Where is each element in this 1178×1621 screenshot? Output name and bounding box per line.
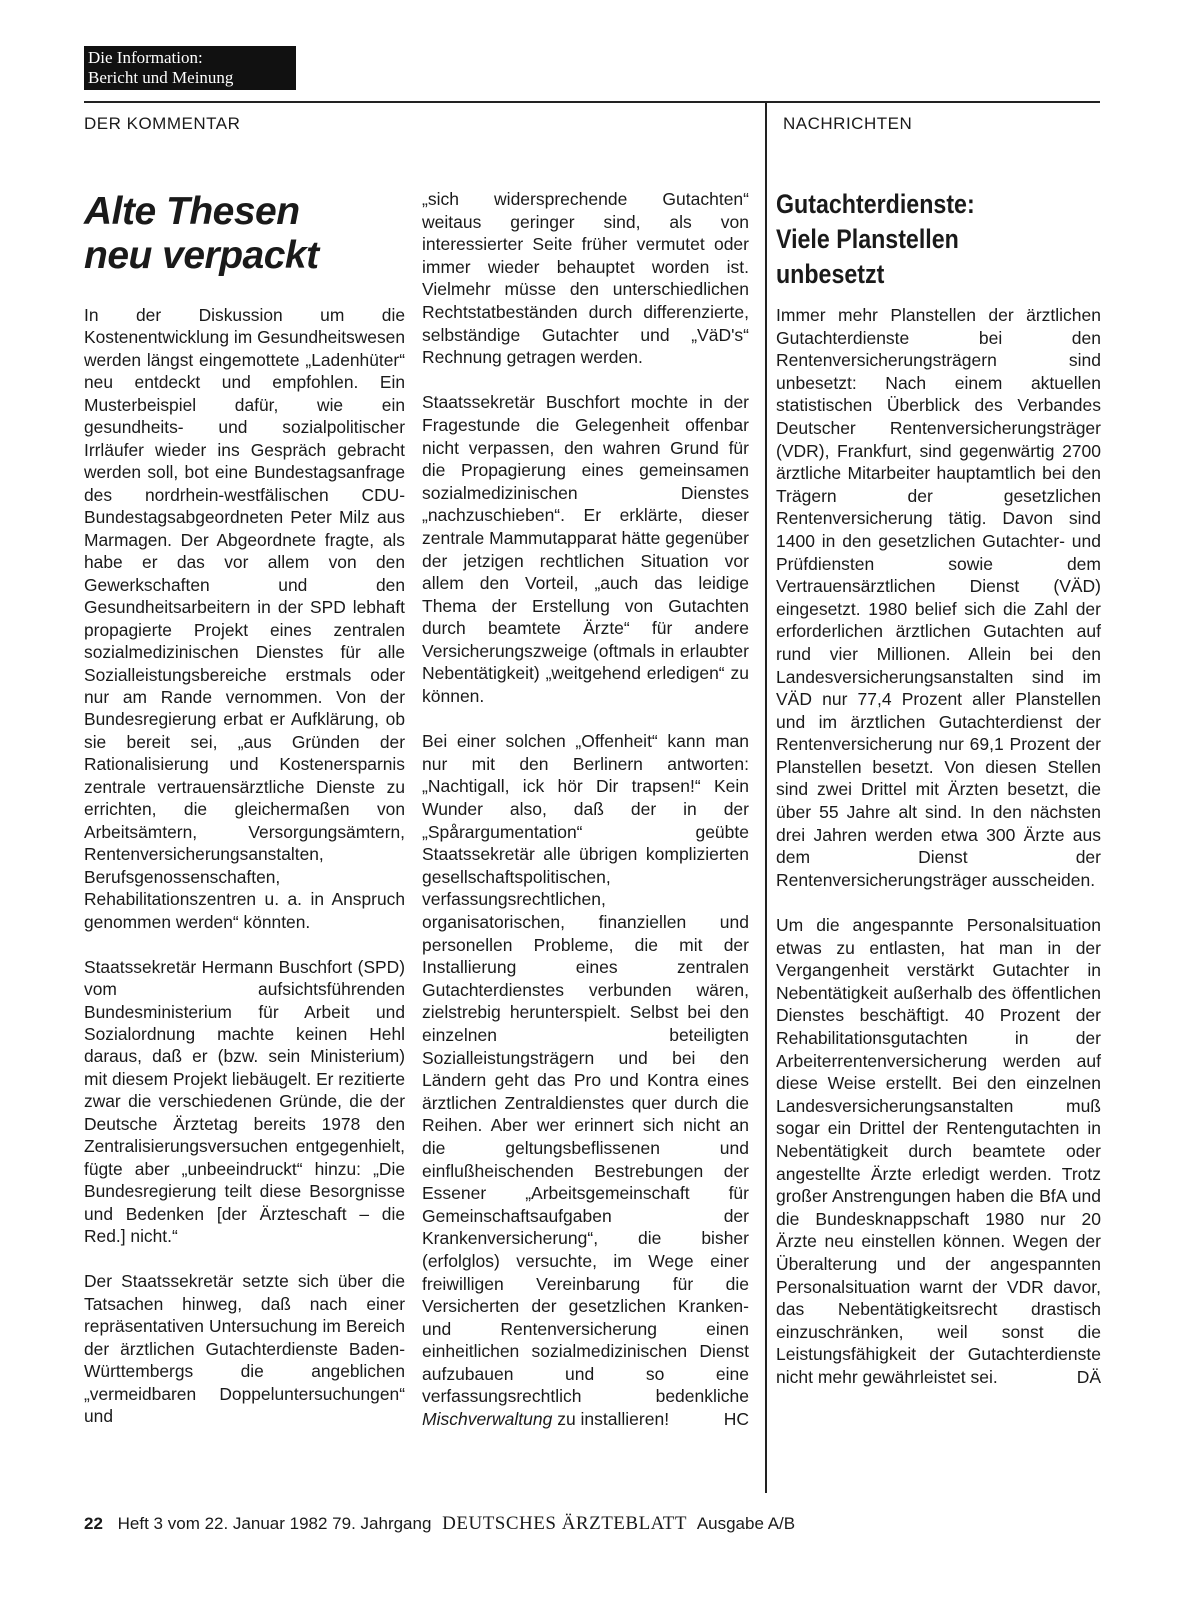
news-text: Um die angespannte Personalsituation etwas zu entlasten, hat man in der Vergangenheit verstärkt Gutachter in Nebentätigkeit außerhalb des öffentlichen Dienstes beschäftigt. 40 Prozent der Rehabilitationsgutachten in der Arbeiterrentenversicherung werden auf diese Weise erstellt. Bei den einzelnen Landesversicherungsanstalten muß sogar ein Drittel der Rentengutachten in Nebentätigkeit durch beamtete oder angestellte Ärzte erledigt werden. Trotz großer Anstrengungen haben die BfA und die Bundesknappschaft 1980 nur 20 Ärzte neu einstellen können. Wegen der Überalterung und der angespannten Personalsituation warnt der VDR davor, das Nebentätigkeitsrecht drastisch einzuschränken, weil sonst die Leistungsfähigkeit der Gutachterdienste nicht mehr gewährleistet sei. bbox=[776, 915, 1101, 1387]
commentary-paragraph: „sich widersprechende Gutachten“ weitaus geringer sind, als von interessierter Seite früher vermutet oder immer wieder behauptet worden ist. Vielmehr müsse den unterschiedlichen Rechtstatbeständen durch differenzierte, selbständige Gutachter und „VäD's“ Rechnung getragen werden. bbox=[422, 189, 749, 368]
news-headline-line2: Viele Planstellen bbox=[776, 224, 959, 254]
commentary-paragraph: Staatssekretär Buschfort mochte in der Fragestunde die Gelegenheit offenbar nicht verpassen, den wahren Grund für die Propagierung eines gemeinsamen sozialmedizinischen Dienstes „nachzuschieben“. Er erklärte, dieser zentrale Mammutapparat hätte gegenüber der jetzigen rechtlichen Situation vor allem den Vorteil, „auch das leidige Thema der Erstellung von Gutachten durch beamtete Ärzte“ für andere Versicherungszweige (oftmals in erlaubter Nebentätigkeit) „weitgehend erledigen“ zu können. bbox=[422, 392, 749, 707]
issue-info: Heft 3 vom 22. Januar 1982 79. Jahrgang bbox=[117, 1514, 432, 1533]
news-column bbox=[776, 304, 1101, 1411]
commentary-text-end: zu installieren! bbox=[557, 1409, 670, 1430]
page-number: 22 bbox=[84, 1514, 103, 1533]
top-rule bbox=[84, 101, 1100, 103]
edition-label: Ausgabe A/B bbox=[696, 1514, 796, 1533]
section-label-kommentar: DER KOMMENTAR bbox=[84, 114, 241, 133]
commentary-column-2 bbox=[422, 188, 749, 1453]
news-paragraph-final bbox=[776, 914, 1101, 1388]
section-label-nachrichten: NACHRICHTEN bbox=[783, 114, 913, 133]
commentary-text: Bei einer solchen „Offenheit“ kann man nur mit den Berlinern antworten: „Nachtigall, ick hör Dir trapsen!“ Kein Wunder also, daß der in der „Spårargumentation“ geübte Staatssekretär alle übrigen komplizierten gesellschaftspolitischen, verfassungsrechtlichen, organisatorischen, finanziellen und personellen Probleme, die mit der Installierung eines zentralen Gutachterdienstes verbunden wären, zielstrebig herunterspielt. Selbst bei den einzelnen beteiligten Sozialleistungsträgern und bei den Ländern geht das Pro und Kontra eines ärztlichen Zentraldienstes quer durch die Reihen. Aber wer erinnert sich nicht an die geltungsbeflissenen und einflußheischenden Bestrebungen der Essener „Arbeitsgemeinschaft für Gemeinschaftsaufgaben der Krankenversicherung“, die bisher (erfolglos) versuchte, im Wege einer freiwilligen Vereinbarung für die Versicherten der gesetzlichen Kranken- und Rentenversicherung einen einheitlichen sozialmedizinischen Dienst aufzubauen und so eine verfassungsrechtlich bedenkliche bbox=[422, 731, 749, 1407]
masthead bbox=[84, 46, 296, 90]
news-paragraph: Immer mehr Planstellen der ärztlichen Gutachterdienste bei den Rentenversicherungsträgern sind unbesetzt: Nach einem aktuellen statistischen Überblick des Verbandes Deutscher Rentenversicherungsträger (VDR), Frankfurt, sind gegenwärtig 2700 ärztliche Mitarbeiter hauptamtlich bei den Trägern der gesetzlichen Rentenversicherung tätig. Davon sind 1400 in den gesetzlichen Gutachter- und Prüfdiensten sowie dem Vertrauensärztlichen Dienst (VÄD) eingesetzt. 1980 belief sich die Zahl der erforderlichen ärztlichen Gutachten auf rund vier Millionen. Allein bei den Landesversicherungsanstalten sind im VÄD nur 77,4 Prozent aller Planstellen und im ärztlichen Gutachterdienst der Rentenversicherung nur 69,1 Prozent der Planstellen besetzt. Von diesen Stellen sind zwei Drittel mit Ärzten besetzt, die über 55 Jahre alt sind. In den nächsten drei Jahren werden etwa 300 Ärzte aus dem Dienst der Rentenversicherungsträger ausscheiden. bbox=[776, 305, 1101, 890]
commentary-paragraph-final bbox=[422, 730, 749, 1430]
news-headline-line1: Gutachterdienste: bbox=[776, 189, 975, 219]
commentary-headline-line2: neu verpackt bbox=[84, 234, 319, 277]
commentary-italic-term: Mischverwaltung bbox=[422, 1409, 553, 1430]
commentary-headline-line1: Alte Thesen bbox=[84, 190, 300, 233]
masthead-line2: Bericht und Meinung bbox=[88, 68, 234, 87]
masthead-line1: Die Information: bbox=[88, 48, 203, 67]
news-headline bbox=[776, 187, 1051, 292]
news-signature: DÄ bbox=[1076, 1366, 1101, 1387]
news-headline-line3: unbesetzt bbox=[776, 259, 885, 289]
commentary-signature: HC bbox=[723, 1409, 749, 1430]
commentary-headline bbox=[84, 190, 414, 278]
commentary-paragraph: Staatssekretär Hermann Buschfort (SPD) vom aufsichtsführenden Bundesministerium für Arbeit und Sozialordnung machte keinen Hehl daraus, daß er (bzw. sein Ministerium) mit diesem Projekt liebäugelt. Er rezitierte zwar die verschiedenen Gründe, die der Deutsche Ärztetag bereits 1978 den Zentralisierungsversuchen entgegenhielt, fügte aber „unbeeindruckt“ hinzu: „Die Bundesregierung teilt diese Besorgnisse und Bedenken [der Ärzteschaft – die Red.] nicht.“ bbox=[84, 956, 405, 1247]
commentary-paragraph: Der Staatssekretär setzte sich über die Tatsachen hinweg, daß nach einer repräsentativen Untersuchung im Bereich der ärztlichen Gutachterdienste Baden-Württembergs die angeblichen „vermeidbaren Doppeluntersuchungen“ und bbox=[84, 1271, 405, 1426]
commentary-column-1 bbox=[84, 304, 405, 1450]
page-footer bbox=[84, 1513, 795, 1535]
column-divider bbox=[765, 101, 767, 1493]
commentary-paragraph: In der Diskussion um die Kostenentwicklung im Gesundheitswesen werden längst eingemottete „Ladenhüter“ neu entdeckt und empfohlen. Ein Musterbeispiel dafür, wie ein gesundheits- und sozialpolitischer Irrläufer wieder ins Gespräch gebracht werden soll, bot eine Bundestagsanfrage des nordrhein-westfälischen CDU-Bundestagsabgeordneten Peter Milz aus Marmagen. Der Abgeordnete fragte, als habe er das vor allem von den Gewerkschaften und den Gesundheitsarbeitern in der SPD lebhaft propagierte Projekt eines zentralen sozialmedizinischen Dienstes für alle Sozialleistungsbereiche erstmals oder nur am Rande vernommen. Von der Bundesregierung erbat er Aufklärung, ob sie bereit sei, „aus Gründen der Rationalisierung und Kostenersparnis zentrale vertrauensärztliche Dienste zu errichten, die gleichermaßen von Arbeitsämtern, Versorgungsämtern, Rentenversicherungsanstalten, Berufsgenossenschaften, Rehabilitationszentren u. a. in Anspruch genommen werden“ könnten. bbox=[84, 305, 405, 932]
journal-name: DEUTSCHES ÄRZTEBLATT bbox=[442, 1513, 688, 1534]
